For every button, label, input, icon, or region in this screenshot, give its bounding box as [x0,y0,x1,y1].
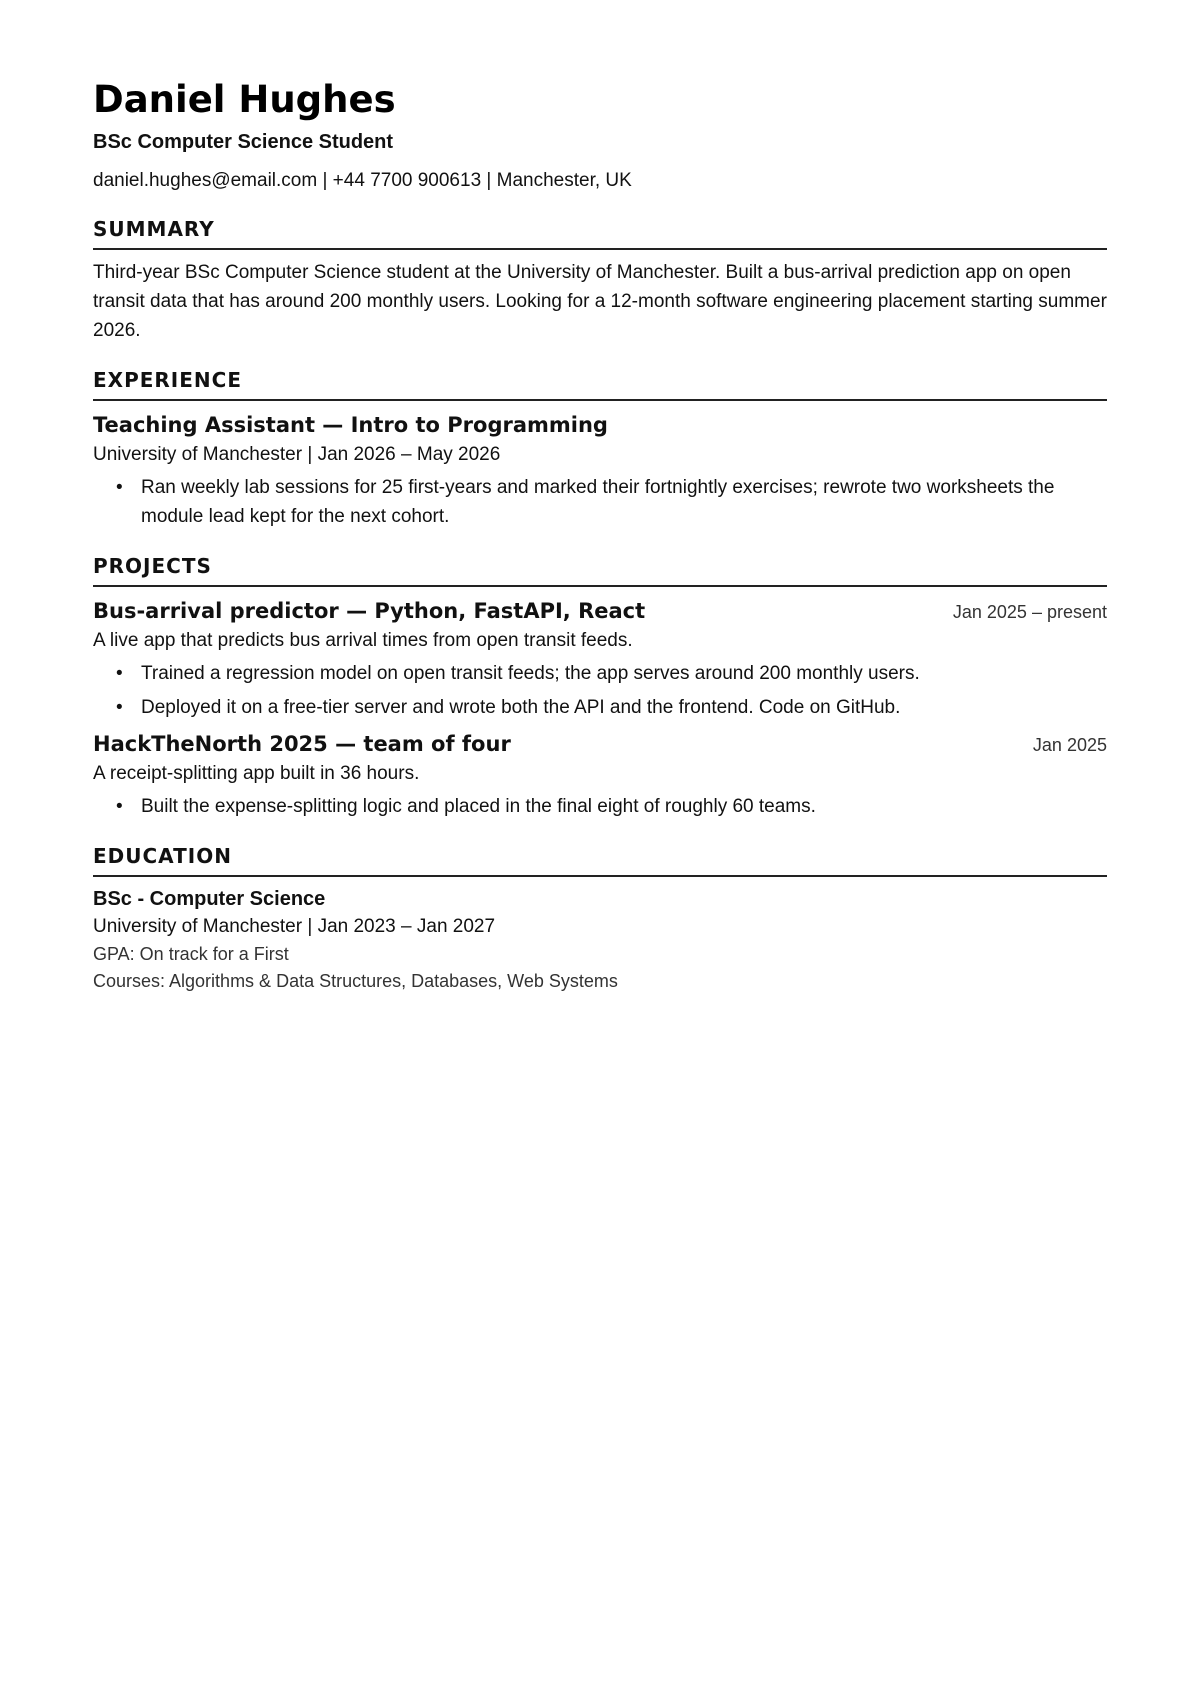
education-courses: Courses: Algorithms & Data Structures, Databases, Web Systems [93,971,618,991]
education-heading: EDUCATION [93,843,1107,877]
projects-section [93,553,1107,821]
education-section [93,843,1107,995]
contact-line: daniel.hughes@email.com | +44 7700 900613 | Manchester, UK [93,170,632,191]
experience-role: Teaching Assistant — Intro to Programming [93,413,608,437]
bullet-text: Built the expense-splitting logic and placed in the final eight of roughly 60 teams. [141,796,816,817]
project-name: HackTheNorth 2025 — team of four [93,732,511,756]
bullet-icon: • [116,477,123,498]
summary-section [93,216,1107,345]
candidate-name: Daniel Hughes [93,78,396,121]
experience-org-dates: University of Manchester | Jan 2026 – May 2026 [93,444,501,465]
education-gpa: GPA: On track for a First [93,944,289,964]
education-school-dates: University of Manchester | Jan 2023 – Jan 2027 [93,916,496,937]
bullet-text: Trained a regression model on open transit feeds; the app serves around 200 monthly users. [141,663,920,684]
experience-bullets [93,473,1107,531]
experience-entry-header [93,409,1107,441]
list-item [116,792,1107,821]
project-date: Jan 2025 – present [952,602,1107,622]
projects-heading: PROJECTS [93,553,1107,587]
project-bullets [93,792,1107,821]
project-description: A receipt-splitting app built in 36 hours. [93,763,420,784]
bullet-text: Ran weekly lab sessions for 25 first-years and marked their fortnightly exercises; rewrote two worksheets the module lead kept for the next cohort. [141,477,1055,527]
project-name: Bus-arrival predictor — Python, FastAPI, React [93,599,646,623]
experience-section [93,367,1107,531]
candidate-headline: BSc Computer Science Student [93,131,394,153]
bullet-icon: • [116,697,123,718]
bullet-icon: • [116,796,123,817]
education-degree: BSc - Computer Science [93,888,326,910]
list-item [116,473,1107,531]
project-entry-header [93,728,1107,760]
experience-entry [93,409,1107,531]
project-description: A live app that predicts bus arrival times from open transit feeds. [93,630,633,651]
project-date: Jan 2025 [1032,735,1107,755]
project-entry-header [93,595,1107,627]
summary-text: Third-year BSc Computer Science student at the University of Manchester. Built a bus-arrival prediction app on open transit data that has around 200 monthly users. Looking for a 12-month software engineering placement starting summer 2026. [93,262,1107,341]
experience-heading: EXPERIENCE [93,367,1107,401]
project-bullets [93,659,1107,722]
summary-heading: SUMMARY [93,216,1107,250]
bullet-icon: • [116,663,123,684]
list-item [116,659,1107,688]
project-entry [93,728,1107,821]
list-item [116,693,1107,722]
bullet-text: Deployed it on a free-tier server and wrote both the API and the frontend. Code on GitHub. [141,697,901,718]
project-entry [93,595,1107,722]
